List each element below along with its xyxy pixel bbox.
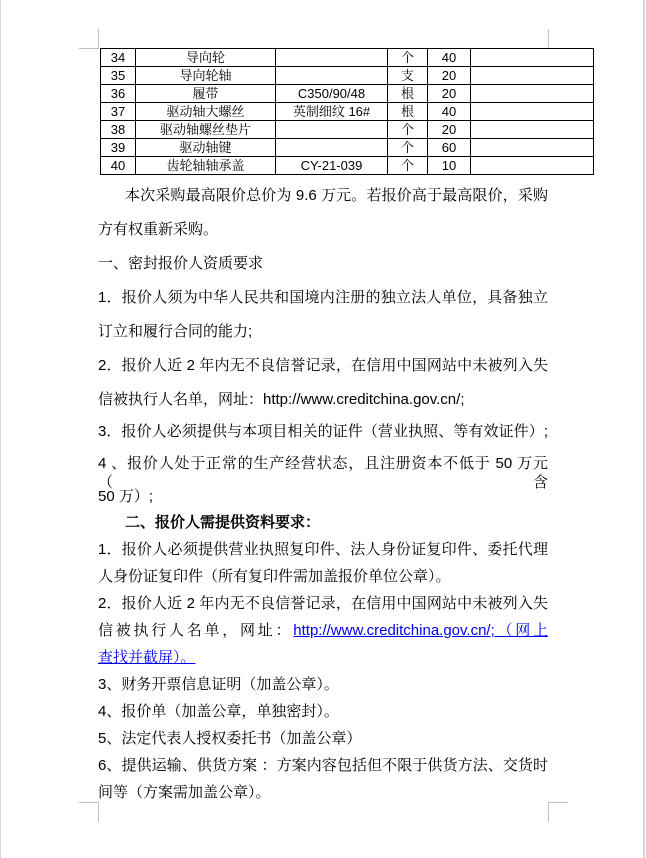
text-line: 3、财务开票信息证明（加盖公章）。 <box>98 676 339 693</box>
part-name-cell: 驱动轴键 <box>136 139 276 157</box>
part-spec-cell <box>276 121 388 139</box>
part-no-cell: 36 <box>101 85 136 103</box>
part-name-cell: 驱动轴螺丝垫片 <box>136 121 276 139</box>
text-line: 6、提供运输、供货方案 ：方案内容包括但不限于供货方法、交货时 <box>98 757 548 774</box>
table-row <box>101 67 594 85</box>
crop-mark-bottom-right <box>548 802 568 822</box>
part-spec-cell: C350/90/48 <box>276 85 388 103</box>
part-unit-cell: 支 <box>388 67 428 85</box>
part-note-cell <box>471 49 594 67</box>
text-line: 二、报价人需提供资料要求： <box>125 514 321 531</box>
parts-table <box>100 48 594 175</box>
part-note-cell <box>471 85 594 103</box>
part-qty-cell: 40 <box>428 49 471 67</box>
part-qty-cell: 10 <box>428 157 471 175</box>
part-unit-cell: 个 <box>388 49 428 67</box>
text-line: 2．报价人近 2 年内无不良信誉记录，在信用中国网站中未被列入失 <box>98 357 548 374</box>
part-spec-cell <box>276 67 388 85</box>
part-unit-cell: 个 <box>388 157 428 175</box>
text-line: 人身份证复印件（所有复印件需加盖报价单位公章）。 <box>98 568 451 585</box>
text-line <box>98 648 548 675</box>
text-line: 间等（方案需加盖公章）。 <box>98 784 271 801</box>
text-line: 50 万）; <box>98 488 154 505</box>
part-unit-cell: 个 <box>388 139 428 157</box>
text-line: 订立和履行合同的能力; <box>98 323 253 340</box>
text-line: 本次采购最高限价总价为 9.6 万元。若报价高于最高限价，采购 <box>125 187 548 204</box>
table-row <box>101 157 594 175</box>
part-no-cell: 34 <box>101 49 136 67</box>
crop-mark-top-left <box>79 29 99 49</box>
part-note-cell <box>471 121 594 139</box>
part-no-cell: 39 <box>101 139 136 157</box>
page-edge-right <box>643 0 645 858</box>
part-name-cell: 导向轮轴 <box>136 67 276 85</box>
text-line: 4 、报价人处于正常的生产经营状态，且注册资本不低于 50 万元（含 <box>98 455 548 491</box>
table-row <box>101 49 594 67</box>
part-no-cell: 37 <box>101 103 136 121</box>
part-name-cell: 驱动轴大螺丝 <box>136 103 276 121</box>
text-line: 一、密封报价人资质要求 <box>98 255 264 272</box>
part-name-cell: 履带 <box>136 85 276 103</box>
part-no-cell: 35 <box>101 67 136 85</box>
part-spec-cell: 英制细纹 16# <box>276 103 388 121</box>
text-line: 3．报价人必须提供与本项目相关的证件（营业执照、等有效证件）; <box>98 423 548 440</box>
part-unit-cell: 根 <box>388 103 428 121</box>
text-line: 方有权重新采购。 <box>98 221 219 238</box>
part-no-cell: 40 <box>101 157 136 175</box>
part-spec-cell: CY-21-039 <box>276 157 388 175</box>
part-no-cell: 38 <box>101 121 136 139</box>
part-name-cell: 导向轮 <box>136 49 276 67</box>
text-line: 4、报价单（加盖公章，单独密封）。 <box>98 703 339 720</box>
text-line: 1．报价人必须提供营业执照复印件、法人身份证复印件、委托代理 <box>98 541 548 558</box>
table-row <box>101 103 594 121</box>
part-qty-cell: 40 <box>428 103 471 121</box>
part-unit-cell: 根 <box>388 85 428 103</box>
table-row <box>101 139 594 157</box>
crop-mark-top-right <box>548 29 568 49</box>
part-note-cell <box>471 139 594 157</box>
text-line: 1．报价人须为中华人民共和国境内注册的独立法人单位，具备独立 <box>98 289 548 306</box>
text-line: 5、法定代表人授权委托书（加盖公章） <box>98 730 362 747</box>
part-qty-cell: 20 <box>428 85 471 103</box>
crop-mark-bottom-left <box>79 802 99 822</box>
text-segment: 信被执行人名单，网址： <box>98 622 294 639</box>
part-spec-cell <box>276 139 388 157</box>
part-name-cell: 齿轮轴轴承盖 <box>136 157 276 175</box>
part-qty-cell: 20 <box>428 121 471 139</box>
part-unit-cell: 个 <box>388 121 428 139</box>
page-edge-left <box>0 0 1 858</box>
part-note-cell <box>471 67 594 85</box>
table-row <box>101 85 594 103</box>
part-spec-cell <box>276 49 388 67</box>
part-note-cell <box>471 157 594 175</box>
credit-china-link[interactable]: http://www.creditchina.gov.cn/;（网上 <box>293 622 548 639</box>
credit-china-link[interactable]: 查找并截屏）。 <box>98 649 196 666</box>
part-note-cell <box>471 103 594 121</box>
part-qty-cell: 60 <box>428 139 471 157</box>
table-row <box>101 121 594 139</box>
text-line: 信被执行人名单，网址：http://www.creditchina.gov.cn/; <box>98 391 465 408</box>
part-qty-cell: 20 <box>428 67 471 85</box>
text-line <box>98 621 548 648</box>
text-line: 2．报价人近 2 年内无不良信誉记录，在信用中国网站中未被列入失 <box>98 595 548 612</box>
body-text <box>98 186 548 810</box>
